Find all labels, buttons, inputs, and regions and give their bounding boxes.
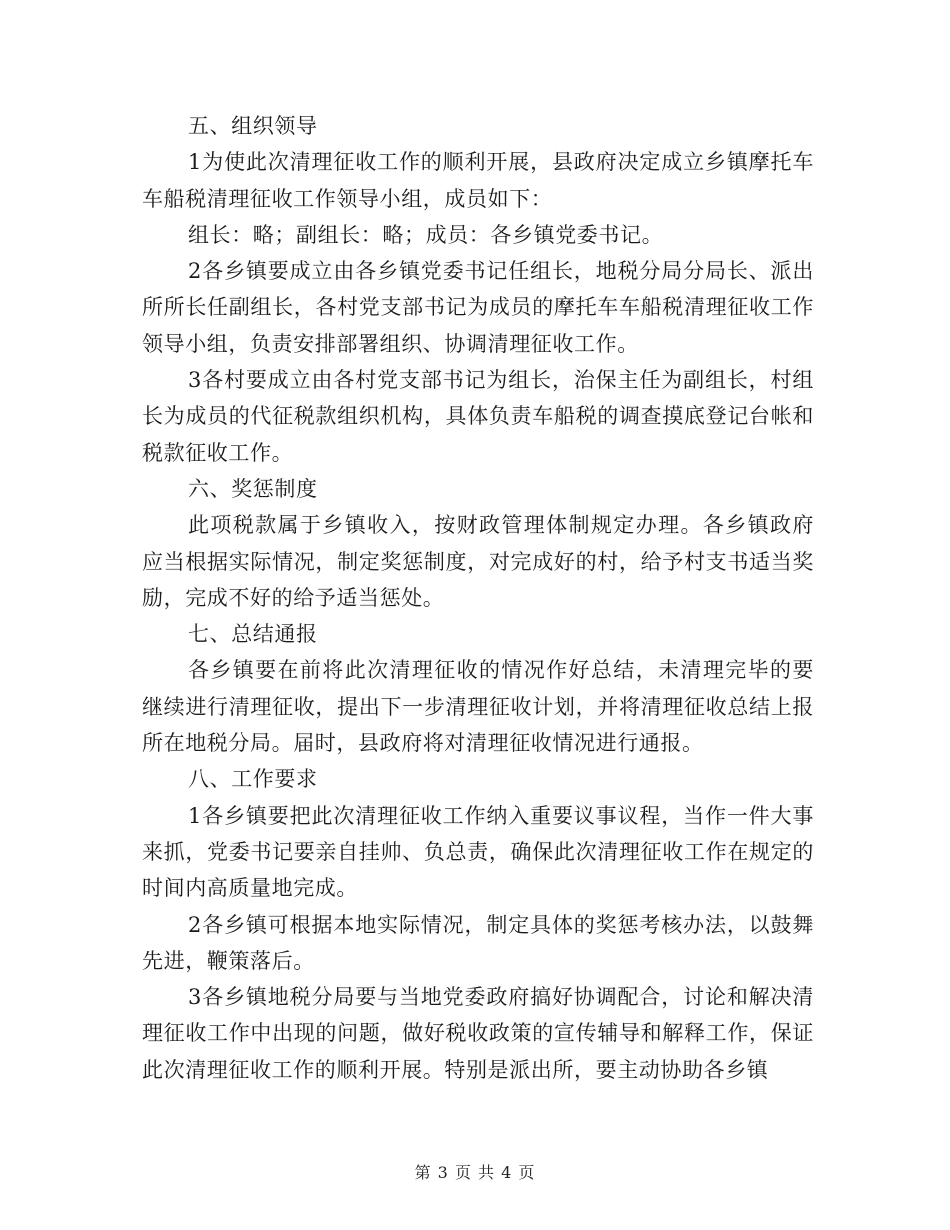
paragraph: 1各乡镇要把此次清理征收工作纳入重要议事议程，当作一件大事来抓，党委书记要亲自挂帅、负总责，确保此次清理征收工作在规定的时间内高质量地完成。 xyxy=(142,803,814,901)
paragraph: 2各乡镇可根据本地实际情况，制定具体的奖惩考核办法，以鼓舞先进，鞭策落后。 xyxy=(142,912,814,973)
paragraph: 2各乡镇要成立由各乡镇党委书记任组长，地税分局分局长、派出所所长任副组长，各村党支部书记为成员的摩托车车船税清理征收工作领导小组，负责安排部署组织、协调清理征收工作。 xyxy=(142,259,814,356)
paragraph: 此项税款属于乡镇收入，按财政管理体制规定办理。各乡镇政府应当根据实际情况，制定奖惩制度，对完成好的村，给予村支书适当奖励，完成不好的给予适当惩处。 xyxy=(142,513,814,610)
paragraph: 3各村要成立由各村党支部书记为组长，治保主任为副组长，村组长为成员的代征税款组织机构，具体负责车船税的调查摸底登记台帐和税款征收工作。 xyxy=(142,368,814,465)
paragraph: 3各乡镇地税分局要与当地党委政府搞好协调配合，讨论和解决清理征收工作中出现的问题，做好税收政策的宣传辅导和解释工作，保证此次清理征收工作的顺利开展。特别是派出所，要主动协助各乡镇 xyxy=(142,985,814,1082)
section-heading-organization: 五、组织领导 xyxy=(188,114,318,138)
section-heading-rewards: 六、奖惩制度 xyxy=(188,476,318,501)
section-heading-requirements: 八、工作要求 xyxy=(188,767,318,792)
document-body xyxy=(142,108,814,1088)
section-heading-summary: 七、总结通报 xyxy=(188,622,318,647)
paragraph: 组长：略；副组长：略；成员：各乡镇党委书记。 xyxy=(188,222,664,247)
paragraph: 1为使此次清理征收工作的顺利开展，县政府决定成立乡镇摩托车车船税清理征收工作领导小组，成员如下： xyxy=(142,150,814,211)
paragraph: 各乡镇要在前将此次清理征收的情况作好总结，未清理完毕的要继续进行清理征收，提出下一步清理征收计划，并将清理征收总结上报所在地税分局。届时，县政府将对清理征收情况进行通报。 xyxy=(142,658,814,756)
page-number-footer: 第 3 页 共 4 页 xyxy=(414,1163,536,1182)
